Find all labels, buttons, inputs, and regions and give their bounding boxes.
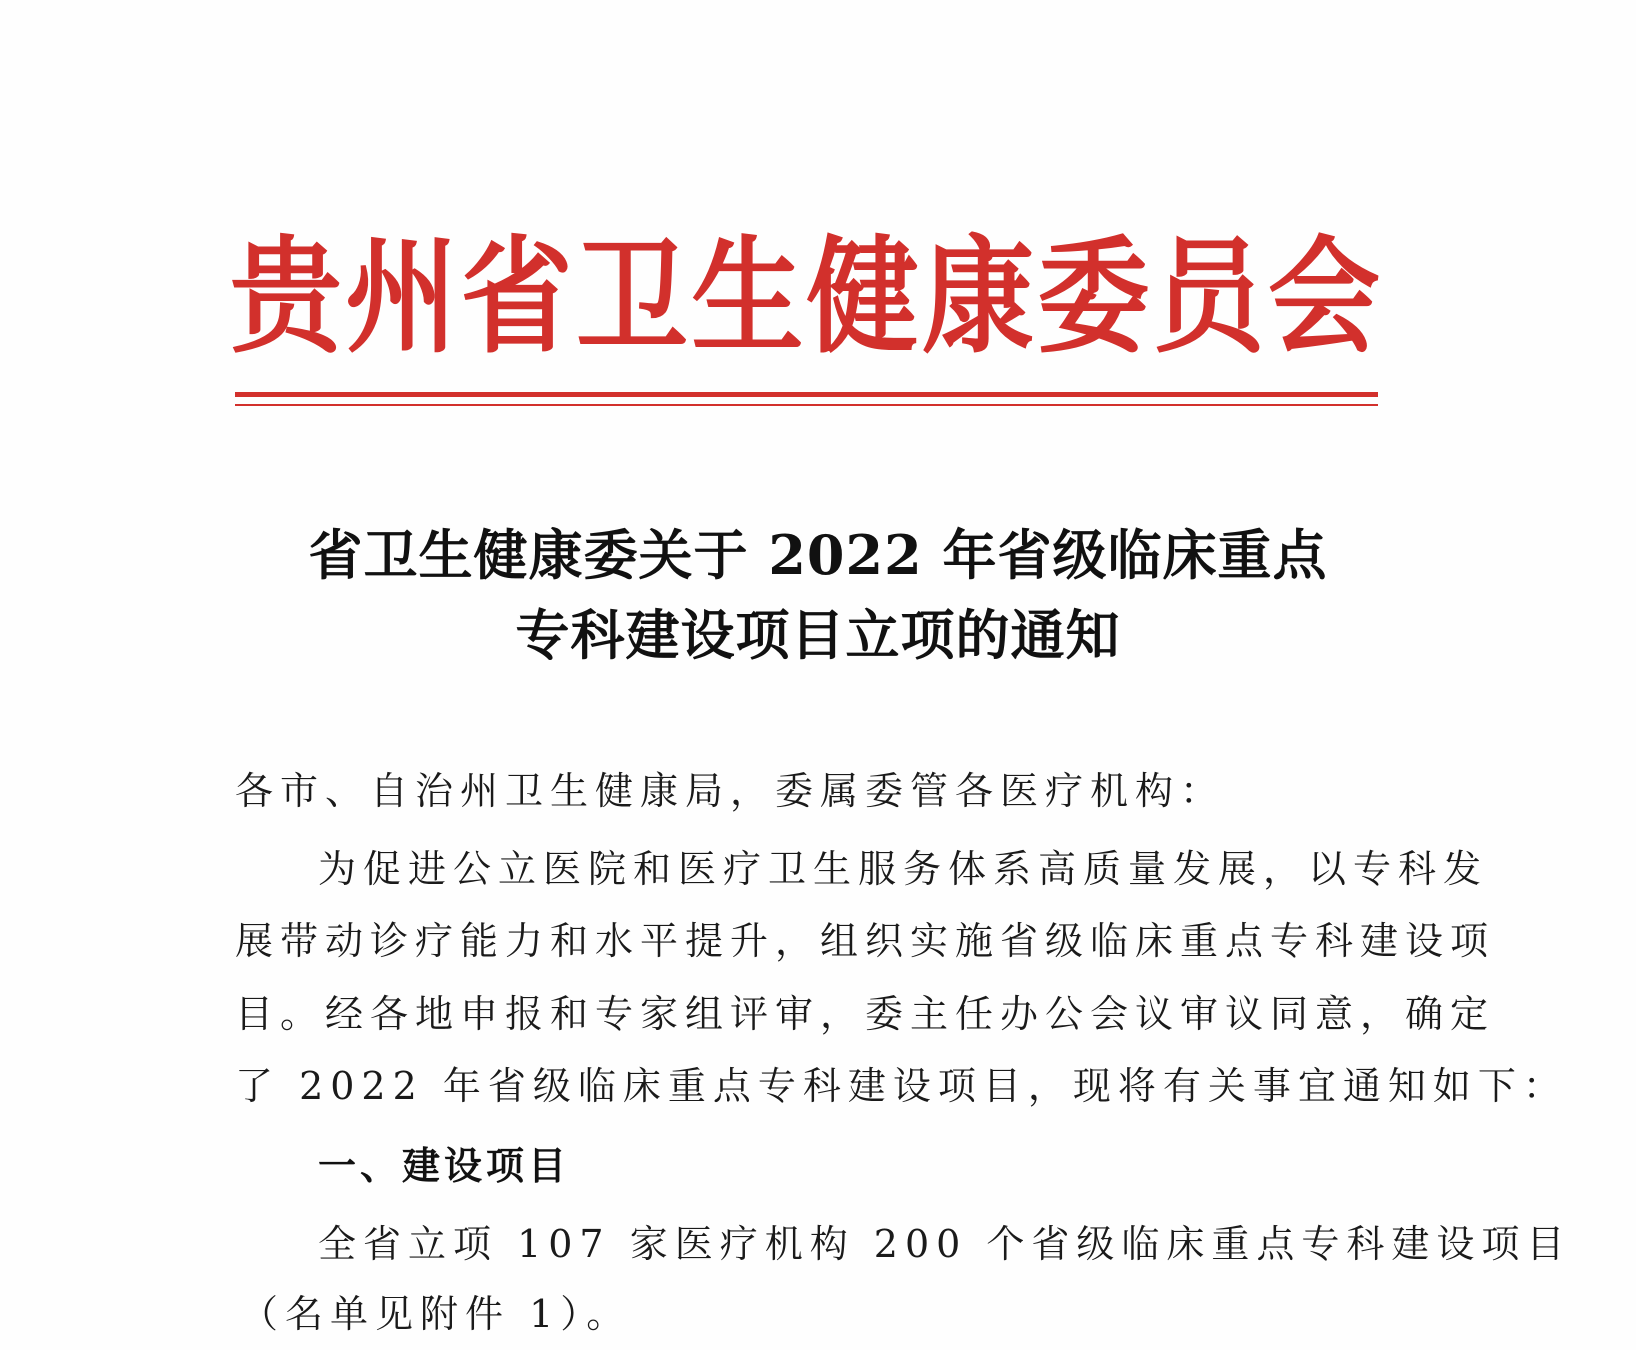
paragraph-line: 了 2022 年省级临床重点专科建设项目，现将有关事宜通知如下： — [235, 1064, 1568, 1108]
section-heading: 一、建设项目 — [318, 1144, 571, 1188]
addressee: 各市、自治州卫生健康局，委属委管各医疗机构： — [235, 769, 1226, 813]
masthead-char: 会 — [1267, 224, 1380, 371]
masthead-rule-thick — [235, 392, 1378, 397]
document-title-line-1: 省卫生健康委关于 2022 年省级临床重点 — [308, 523, 1328, 587]
masthead-char: 卫 — [575, 224, 688, 371]
masthead-char: 委 — [1037, 224, 1150, 371]
paragraph-line: 全省立项 107 家医疗机构 200 个省级临床重点专科建设项目 — [318, 1222, 1572, 1266]
masthead-char: 生 — [691, 224, 804, 371]
masthead-char: 员 — [1152, 224, 1265, 371]
masthead-char: 康 — [921, 224, 1034, 371]
masthead-char: 州 — [345, 224, 458, 371]
masthead-rule-thin — [235, 404, 1378, 406]
masthead-char: 贵 — [230, 224, 342, 371]
paragraph-line: 为促进公立医院和医疗卫生服务体系高质量发展，以专科发 — [318, 847, 1489, 891]
paragraph-line: （名单见附件 1）。 — [240, 1292, 632, 1336]
paragraph-line: 展带动诊疗能力和水平提升，组织实施省级临床重点专科建设项 — [235, 919, 1496, 963]
masthead-char: 健 — [806, 224, 919, 371]
masthead-char: 省 — [460, 224, 573, 371]
paragraph-line: 目。经各地申报和专家组评审，委主任办公会议审议同意，确定 — [235, 992, 1496, 1036]
document-title-line-2: 专科建设项目立项的通知 — [515, 603, 1121, 667]
masthead-title — [230, 224, 1380, 371]
